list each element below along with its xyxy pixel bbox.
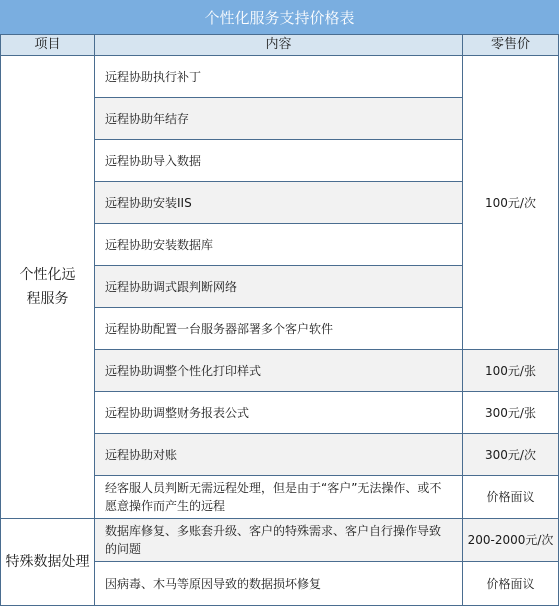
group-label: 特殊数据处理 <box>5 554 90 570</box>
table-row: 远程协助安装IIS <box>95 182 463 224</box>
group-special-data <box>0 519 95 606</box>
table-row: 远程协助调整财务报表公式 <box>95 392 463 434</box>
table-row: 远程协助安装数据库 <box>95 224 463 266</box>
table-row: 经客服人员判断无需远程处理，但是由于“客户”无法操作、或不愿意操作而产生的远程 <box>95 476 463 519</box>
table-row: 远程协助调整个性化打印样式 <box>95 350 463 392</box>
price-cell: 价格面议 <box>463 562 559 606</box>
table-title: 个性化服务支持价格表 <box>0 0 559 35</box>
table-row: 远程协助配置一台服务器部署多个客户软件 <box>95 308 463 350</box>
price-cell: 价格面议 <box>463 476 559 519</box>
price-cell: 100元/次 <box>463 56 559 350</box>
table-row: 远程协助执行补丁 <box>95 56 463 98</box>
table-row: 远程协助对账 <box>95 434 463 476</box>
header-item: 项目 <box>0 35 95 56</box>
table-row: 数据库修复、多账套升级、客户的特殊需求、客户自行操作导致的问题 <box>95 519 463 562</box>
group-label: 个性化远程服务 <box>19 267 76 307</box>
price-cell: 100元/张 <box>463 350 559 392</box>
price-cell: 300元/次 <box>463 434 559 476</box>
table-row: 远程协助导入数据 <box>95 140 463 182</box>
table-row: 远程协助年结存 <box>95 98 463 140</box>
header-content: 内容 <box>95 35 463 56</box>
table-row: 因病毒、木马等原因导致的数据损坏修复 <box>95 562 463 606</box>
group-remote-service <box>0 56 95 519</box>
header-price: 零售价 <box>463 35 559 56</box>
price-cell: 300元/张 <box>463 392 559 434</box>
table-row: 远程协助调式跟判断网络 <box>95 266 463 308</box>
price-cell: 200-2000元/次 <box>463 519 559 562</box>
